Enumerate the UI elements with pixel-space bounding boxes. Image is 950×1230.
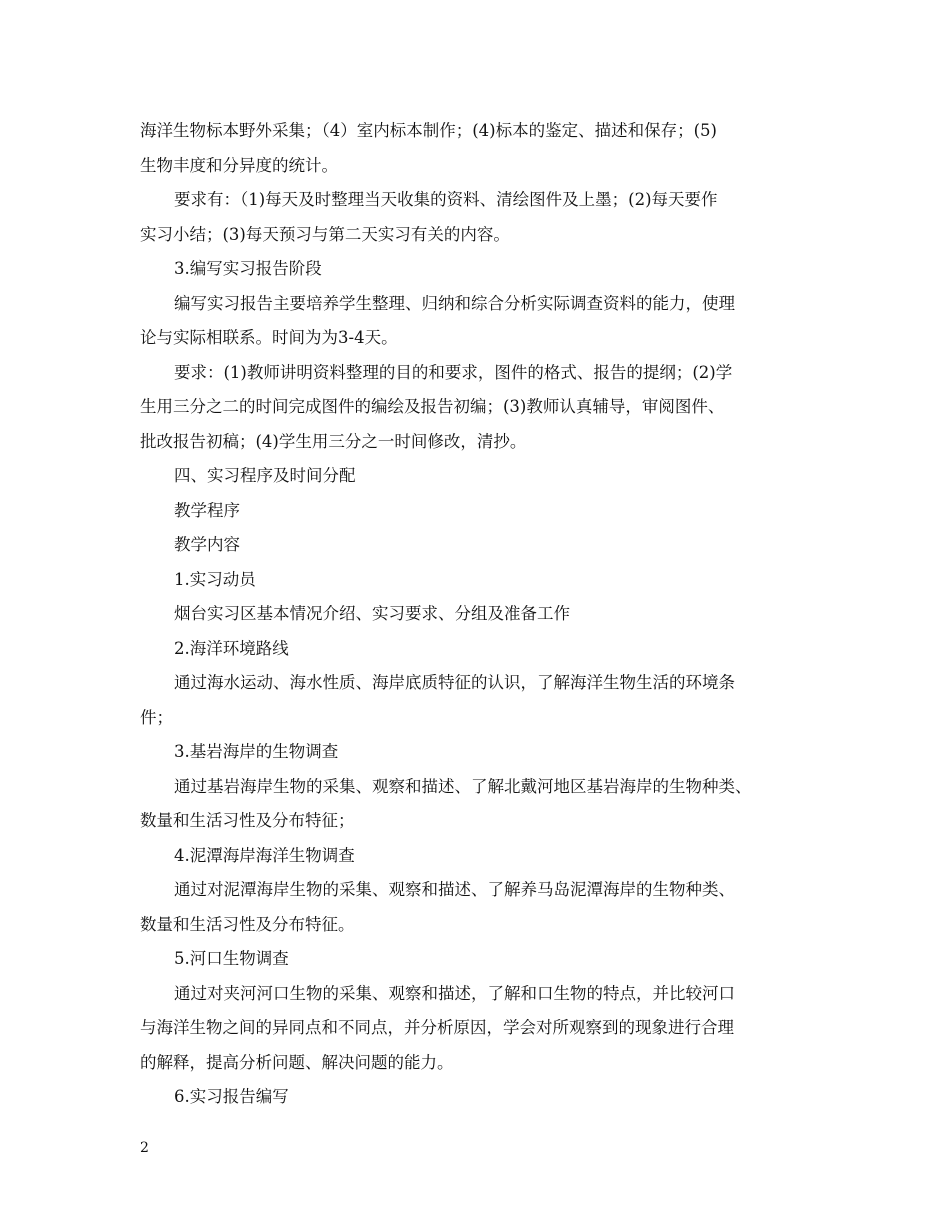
item-heading: 5.河口生物调查 bbox=[174, 949, 289, 968]
text-line: 海洋生物标本野外采集；（4）室内标本制作；(4)标本的鉴定、描述和保存；(5) bbox=[140, 121, 717, 140]
text-line: 通过基岩海岸生物的采集、观察和描述、了解北戴河地区基岩海岸的生物种类、 bbox=[174, 776, 752, 796]
text-line: 通过海水运动、海水性质、海岸底质特征的认识，了解海洋生物生活的环境条 bbox=[174, 673, 735, 692]
text-line: 烟台实习区基本情况介绍、实习要求、分组及准备工作 bbox=[174, 604, 570, 623]
text-line: 件； bbox=[140, 707, 173, 727]
item-heading: 3.基岩海岸的生物调查 bbox=[174, 742, 339, 761]
page-number: 2 bbox=[140, 1140, 149, 1156]
item-heading: 1.实习动员 bbox=[174, 569, 256, 589]
text-line: 通过对泥潭海岸生物的采集、观察和描述、了解养马岛泥潭海岸的生物种类、 bbox=[174, 880, 735, 899]
text-line: 生物丰度和分异度的统计。 bbox=[140, 155, 338, 175]
text-line: 要求：(1)教师讲明资料整理的目的和要求，图件的格式、报告的提纲；(2)学 bbox=[174, 362, 733, 382]
text-line: 与海洋生物之间的异同点和不同点，并分析原因，学会对所观察到的现象进行合理 bbox=[140, 1018, 734, 1037]
text-line: 批改报告初稿；(4)学生用三分之一时间修改，清抄。 bbox=[140, 431, 527, 451]
text-line: 教学程序 bbox=[174, 500, 240, 520]
text-line: 实习小结；(3)每天预习与第二天实习有关的内容。 bbox=[140, 224, 510, 244]
text-line: 教学内容 bbox=[174, 535, 240, 554]
item-heading: 2.海洋环境路线 bbox=[174, 638, 289, 658]
text-line: 数量和生活习性及分布特征； bbox=[140, 811, 355, 830]
text-line: 通过对夹河河口生物的采集、观察和描述，了解和口生物的特点，并比较河口 bbox=[174, 983, 735, 1003]
item-heading: 4.泥潭海岸海洋生物调查 bbox=[174, 845, 355, 865]
text-line: 论与实际相联系。时间为为3-4天。 bbox=[140, 328, 398, 347]
text-line: 数量和生活习性及分布特征。 bbox=[140, 914, 355, 934]
text-line: 生用三分之二的时间完成图件的编绘及报告初编；(3)教师认真辅导，审阅图件、 bbox=[140, 397, 725, 416]
text-line: 要求有：（1)每天及时整理当天收集的资料、清绘图件及上墨；(2)每天要作 bbox=[174, 190, 718, 209]
item-heading: 6.实习报告编写 bbox=[174, 1087, 289, 1106]
section-heading: 3.编写实习报告阶段 bbox=[174, 259, 322, 278]
text-line: 的解释，提高分析问题、解决问题的能力。 bbox=[140, 1052, 454, 1072]
document-body bbox=[140, 114, 830, 1115]
text-line: 编写实习报告主要培养学生整理、归纳和综合分析实际调查资料的能力，使理 bbox=[174, 293, 735, 313]
section-heading: 四、实习程序及时间分配 bbox=[174, 466, 356, 485]
